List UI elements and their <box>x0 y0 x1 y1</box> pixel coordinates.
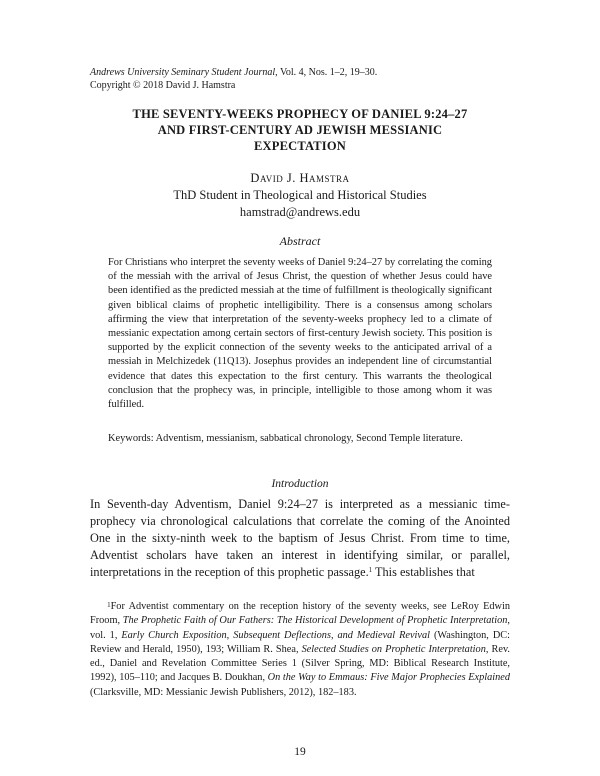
volume-info: , Vol. 4, Nos. 1–2, 19–30. <box>275 67 378 78</box>
footnote-title-2: Early Church Exposition, Subsequent Deflections, and Medieval Revival <box>121 629 430 641</box>
footnote-title-4: On the Way to Emmaus: Five Major Prophecies Explained <box>267 672 511 684</box>
footnote-part-5: (Clarksville, MD: Messianic Jewish Publishers, 2012), 182–183. <box>90 686 357 698</box>
keywords: Keywords: Adventism, messianism, sabbatical chronology, Second Temple literature. <box>108 433 463 444</box>
journal-citation <box>90 66 510 92</box>
page-number: 19 <box>294 746 306 758</box>
introduction-paragraph <box>90 496 510 581</box>
title-line-2: AND FIRST-CENTURY AD JEWISH MESSIANIC <box>157 123 443 137</box>
author-affiliation: ThD Student in Theological and Historical Studies <box>173 188 427 202</box>
introduction-text-continued: This establishes that <box>372 565 475 579</box>
author-email: hamstrad@andrews.edu <box>239 205 361 219</box>
footnote-part-4: , Rev. ed., Daniel and Revelation Committee Series 1 (Silver Spring, MD: Biblical Research Institute, 1992), 105–110; and Jacques B. Doukhan, <box>90 643 511 684</box>
footnote-reference: 1 <box>368 566 373 574</box>
footnote-marker: 1 <box>107 601 111 609</box>
author-block <box>100 170 500 221</box>
footnote-part-2: , vol. 1, <box>90 615 510 641</box>
title-line-3: EXPECTATION <box>253 139 347 153</box>
author-name: David J. Hamstra <box>250 171 350 185</box>
footnote-title-1: The Prophetic Faith of Our Fathers: The Historical Development of Prophetic Interpretation <box>122 615 508 627</box>
abstract-heading: Abstract <box>279 234 321 248</box>
footnote-part-3: (Washington, DC: Review and Herald, 1950), 193; William R. Shea, <box>90 629 510 655</box>
introduction-heading: Introduction <box>271 478 329 490</box>
introduction-text: In Seventh-day Adventism, Daniel 9:24–27 is interpreted as a messianic time-prophecy via chronological calculations that correlate the coming of the Anointed One in the sixty-ninth week to the baptism of Jesus Christ. From time to time, Adventist scholars have taken an interest in identifying similar, or parallel, interpretations in the reception of this prophetic passage. <box>90 497 510 579</box>
footnote-part-1: For Adventist commentary on the reception history of the seventy weeks, see LeRoy Edwin Froom, <box>90 601 511 627</box>
journal-name: Andrews University Seminary Student Journal <box>90 67 276 78</box>
footnote-title-3: Selected Studies on Prophetic Interpretation <box>301 643 486 655</box>
citation-line <box>90 66 510 79</box>
abstract-text: For Christians who interpret the seventy weeks of Daniel 9:24–27 by correlating the coming of the messiah with the arrival of Jesus Christ, the question of whether Jesus could have been identified as the predicted messiah at the time of fulfillment is theologically significant given biblical claims of prophetic intelligibility. There is a consensus among scholars affirming the view that interpretation of the seventy-weeks prophecy led to a climate of messianic expectation among certain sectors of first-century Jewish society. This position is supported by the explicit connection of the seventy weeks to the anticipated arrival of a messiah in Melchizedek (11Q13). Josephus provides an independent line of circumstantial evidence that dates this expectation to the first century. This warrants the theological conclusion that the prophecy was, in principle, intelligible to those among whom it was fulfilled. <box>108 257 492 411</box>
article-title <box>100 106 500 154</box>
title-line-1: THE SEVENTY-WEEKS PROPHECY OF DANIEL 9:24–27 <box>132 107 468 121</box>
copyright-line: Copyright © 2018 David J. Hamstra <box>90 80 236 91</box>
footnote <box>90 600 510 700</box>
